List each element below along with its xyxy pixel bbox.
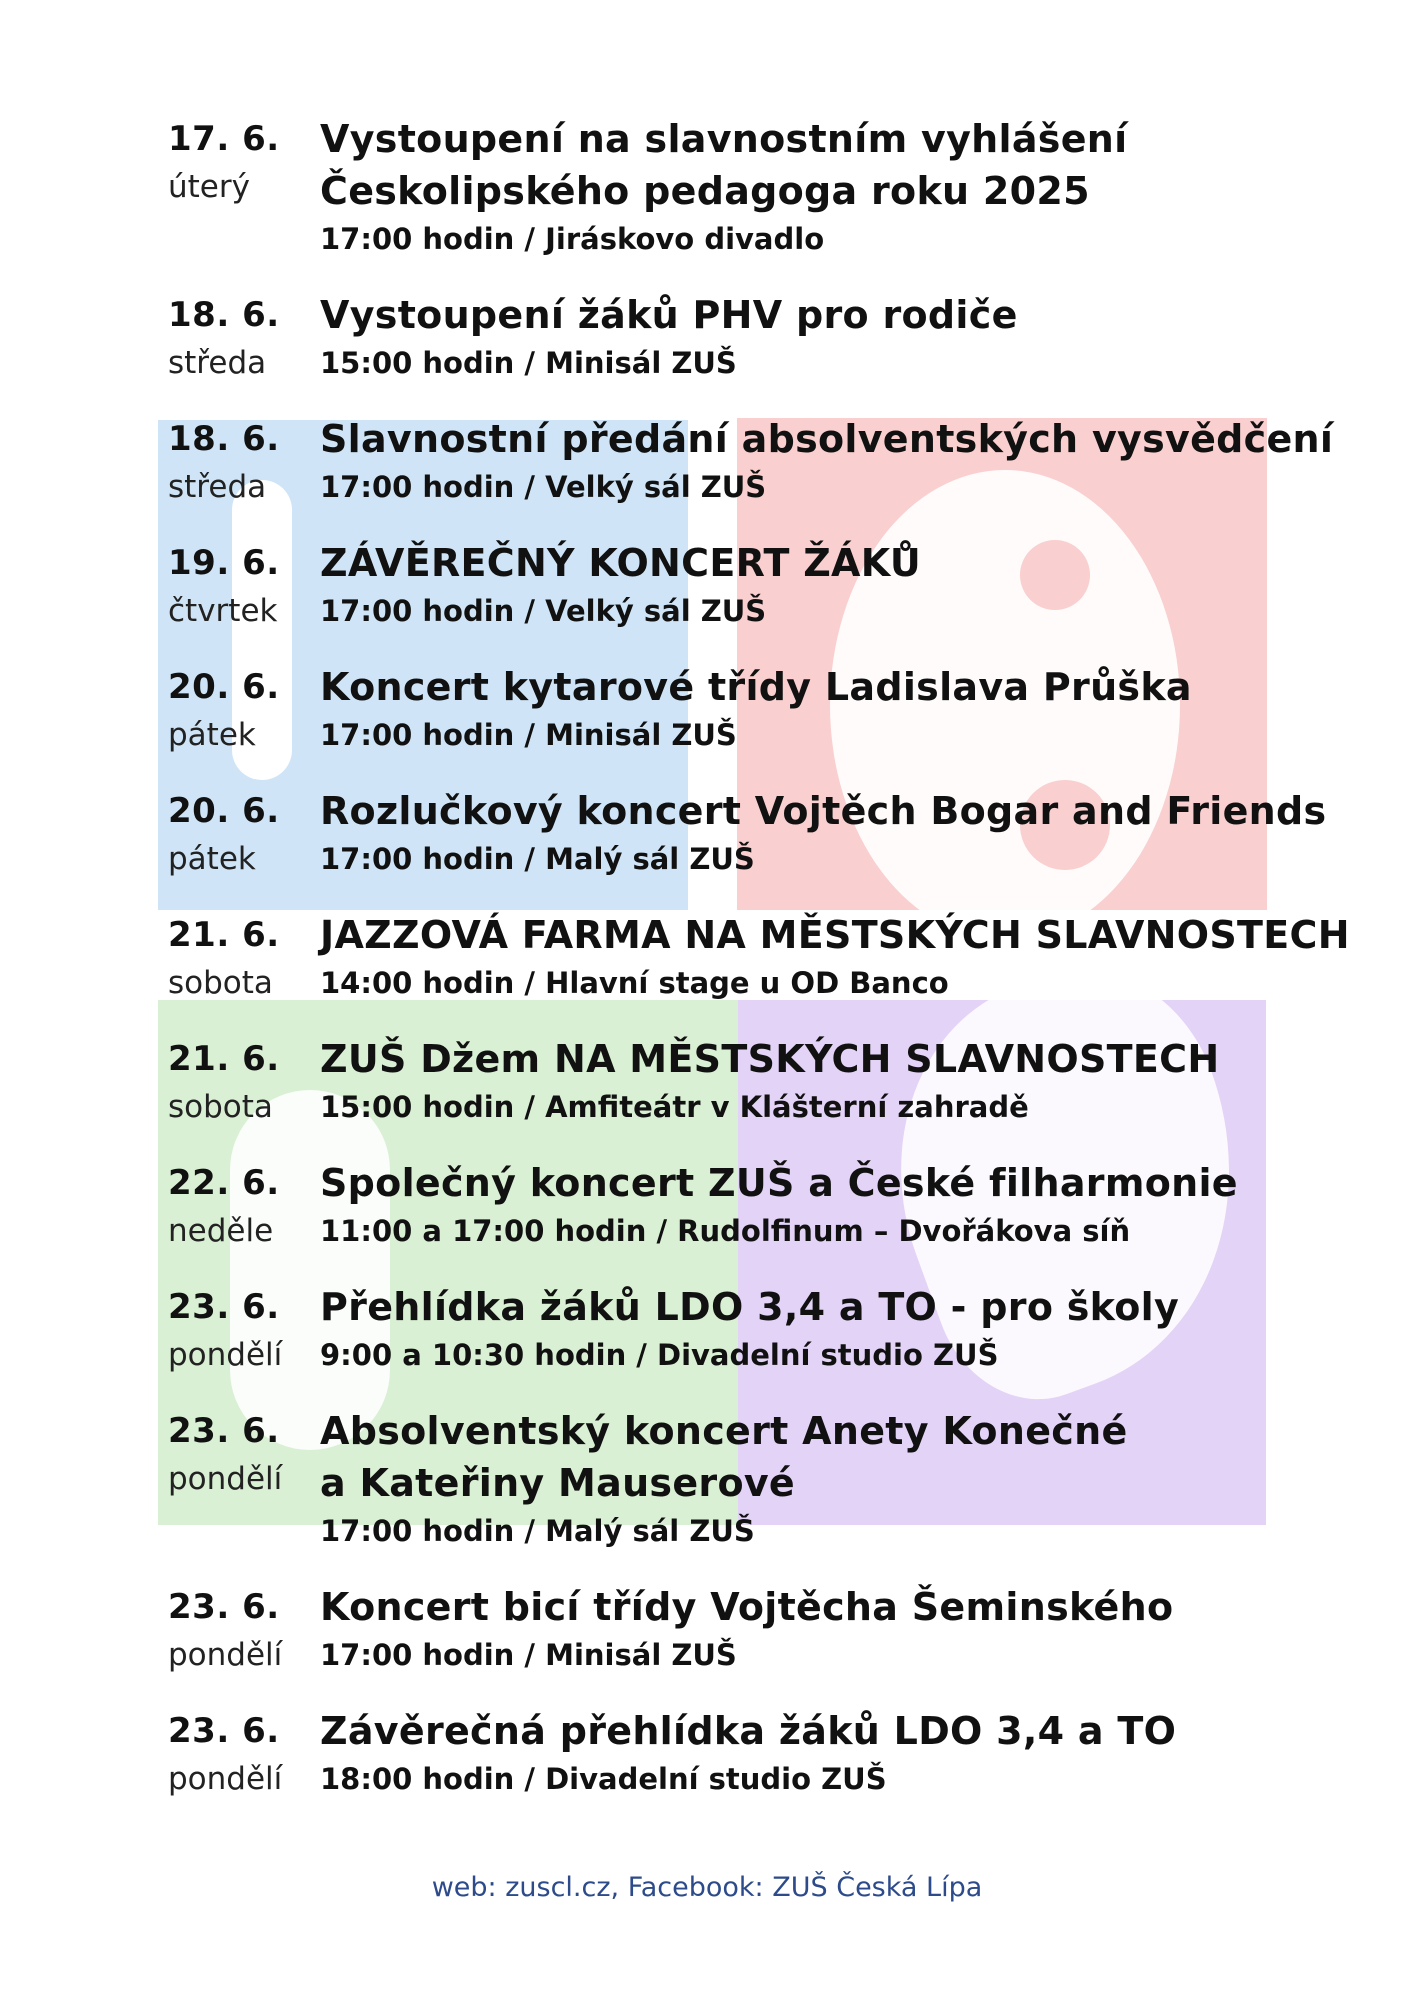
event-title: ZUŠ Džem NA MĚSTSKÝCH SLAVNOSTECH: [320, 1037, 1220, 1081]
event-details: 18:00 hodin / Divadelní studio ZUŠ: [320, 1762, 887, 1796]
event-details: 9:00 a 10:30 hodin / Divadelní studio ZUŠ: [320, 1338, 999, 1372]
event-date: 21. 6.: [168, 915, 280, 955]
event-item: [168, 1157, 1368, 1251]
event-details: 17:00 hodin / Velký sál ZUŠ: [320, 470, 767, 504]
event-title: Společný koncert ZUŠ a České filharmonie: [320, 1161, 1238, 1205]
event-details: 17:00 hodin / Malý sál ZUŠ: [320, 842, 755, 876]
event-date: 23. 6.: [168, 1587, 280, 1627]
event-item: [168, 1033, 1368, 1127]
event-details: 15:00 hodin / Amfiteátr v Klášterní zahradě: [320, 1090, 1029, 1124]
event-details: 17:00 hodin / Minisál ZUŠ: [320, 718, 737, 752]
event-item: [168, 1705, 1368, 1799]
event-title: Rozlučkový koncert Vojtěch Bogar and Friends: [320, 789, 1327, 833]
event-title: JAZZOVÁ FARMA NA MĚSTSKÝCH SLAVNOSTECH: [320, 913, 1350, 957]
event-item: [168, 537, 1368, 631]
event-schedule: [168, 113, 1368, 1829]
event-day: čtvrtek: [168, 593, 278, 629]
event-date: 20. 6.: [168, 667, 280, 707]
event-item: [168, 661, 1368, 755]
event-date: 17. 6.: [168, 119, 280, 159]
event-details: 17:00 hodin / Jiráskovo divadlo: [320, 222, 825, 256]
event-date: 23. 6.: [168, 1287, 280, 1327]
event-day: středa: [168, 345, 267, 381]
event-day: neděle: [168, 1213, 274, 1249]
event-item: [168, 113, 1368, 259]
event-date: 23. 6.: [168, 1711, 280, 1751]
event-day: sobota: [168, 965, 273, 1001]
event-item: [168, 413, 1368, 507]
event-day: pátek: [168, 841, 256, 877]
event-date: 23. 6.: [168, 1411, 280, 1451]
event-details: 15:00 hodin / Minisál ZUŠ: [320, 346, 737, 380]
event-date: 19. 6.: [168, 543, 280, 583]
event-day: pondělí: [168, 1337, 283, 1373]
event-item: [168, 289, 1368, 383]
event-title: Závěrečná přehlídka žáků LDO 3,4 a TO: [320, 1709, 1177, 1753]
event-item: [168, 1581, 1368, 1675]
event-title: Koncert kytarové třídy Ladislava Průška: [320, 665, 1192, 709]
event-title: Absolventský koncert Anety Konečné a Kateřiny Mauserové: [320, 1409, 1128, 1505]
event-date: 22. 6.: [168, 1163, 280, 1203]
event-date: 21. 6.: [168, 1039, 280, 1079]
event-title: Slavnostní předání absolventských vysvědčení: [320, 417, 1334, 461]
footer-contact[interactable]: web: zuscl.cz, Facebook: ZUŠ Česká Lípa: [431, 1872, 983, 1903]
event-details: 17:00 hodin / Malý sál ZUŠ: [320, 1514, 755, 1548]
event-day: pondělí: [168, 1461, 283, 1497]
event-date: 18. 6.: [168, 419, 280, 459]
event-details: 17:00 hodin / Minisál ZUŠ: [320, 1638, 737, 1672]
event-day: pátek: [168, 717, 256, 753]
event-date: 18. 6.: [168, 295, 280, 335]
event-day: úterý: [168, 169, 250, 205]
event-details: 17:00 hodin / Velký sál ZUŠ: [320, 594, 767, 628]
event-item: [168, 785, 1368, 879]
event-title: Vystoupení na slavnostním vyhlášení Českolipského pedagoga roku 2025: [320, 117, 1128, 213]
event-day: středa: [168, 469, 267, 505]
event-title: Přehlídka žáků LDO 3,4 a TO - pro školy: [320, 1285, 1180, 1329]
event-details: 14:00 hodin / Hlavní stage u OD Banco: [320, 966, 949, 1000]
event-item: [168, 1405, 1368, 1551]
event-day: pondělí: [168, 1761, 283, 1797]
event-day: pondělí: [168, 1637, 283, 1673]
event-item: [168, 1281, 1368, 1375]
event-details: 11:00 a 17:00 hodin / Rudolfinum – Dvořákova síň: [320, 1214, 1131, 1248]
event-title: Koncert bicí třídy Vojtěcha Šeminského: [320, 1585, 1174, 1629]
event-day: sobota: [168, 1089, 273, 1125]
event-title: Vystoupení žáků PHV pro rodiče: [320, 293, 1018, 337]
event-item: [168, 909, 1368, 1003]
event-date: 20. 6.: [168, 791, 280, 831]
event-title: ZÁVĚREČNÝ KONCERT ŽÁKŮ: [320, 541, 921, 585]
